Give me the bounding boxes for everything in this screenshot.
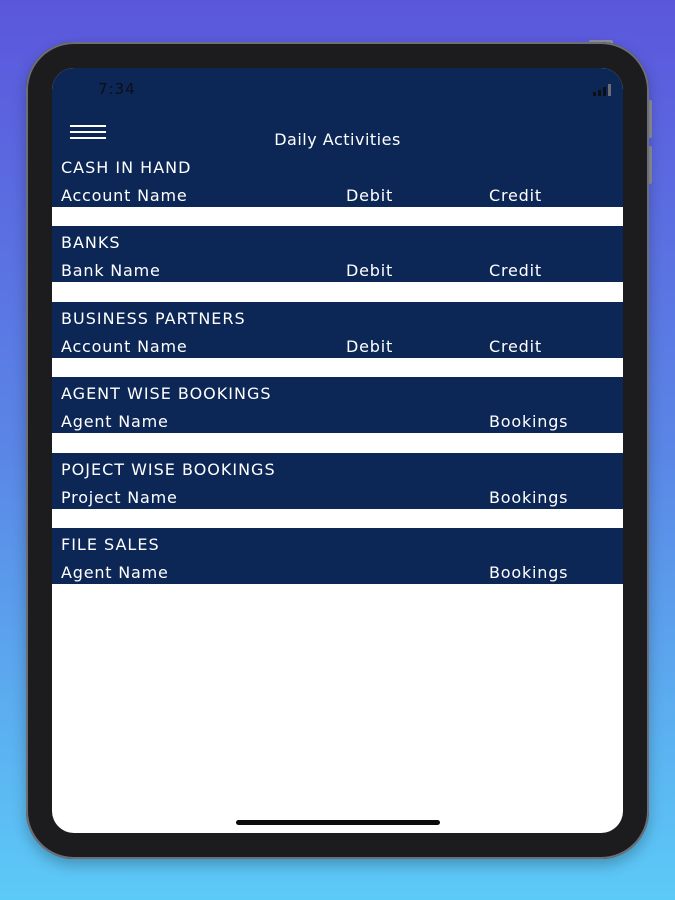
signal-bar bbox=[603, 87, 606, 96]
column-header: Bookings bbox=[489, 488, 569, 507]
section-agent-wise-bookings[interactable] bbox=[52, 377, 623, 433]
signal-bar bbox=[593, 92, 596, 96]
section-business-partners[interactable] bbox=[52, 302, 623, 358]
section-banks[interactable] bbox=[52, 226, 623, 282]
column-header: Credit bbox=[489, 186, 542, 205]
column-header: Account Name bbox=[61, 186, 188, 205]
home-indicator bbox=[236, 820, 440, 825]
column-header: Agent Name bbox=[61, 563, 169, 582]
section-title: POJECT WISE BOOKINGS bbox=[61, 460, 276, 479]
column-header: Bookings bbox=[489, 563, 569, 582]
section-title: BUSINESS PARTNERS bbox=[61, 309, 246, 328]
column-header: Bank Name bbox=[61, 261, 161, 280]
column-header: Agent Name bbox=[61, 412, 169, 431]
column-header: Debit bbox=[346, 337, 394, 356]
column-header: Credit bbox=[489, 337, 542, 356]
column-header: Credit bbox=[489, 261, 542, 280]
section-title: AGENT WISE BOOKINGS bbox=[61, 384, 272, 403]
page-title: Daily Activities bbox=[274, 130, 401, 149]
column-header: Debit bbox=[346, 261, 394, 280]
section-project-wise-bookings[interactable] bbox=[52, 453, 623, 509]
column-header: Bookings bbox=[489, 412, 569, 431]
column-header: Account Name bbox=[61, 337, 188, 356]
section-title: BANKS bbox=[61, 233, 121, 252]
section-title: FILE SALES bbox=[61, 535, 160, 554]
section-file-sales[interactable] bbox=[52, 528, 623, 584]
section-title: CASH IN HAND bbox=[61, 158, 192, 177]
status-time: 7:34 bbox=[98, 80, 136, 98]
column-header: Project Name bbox=[61, 488, 178, 507]
signal-bar bbox=[608, 84, 611, 96]
signal-bar bbox=[598, 90, 601, 96]
column-header: Debit bbox=[346, 186, 394, 205]
screen bbox=[52, 68, 623, 833]
section-cash-in-hand[interactable] bbox=[52, 151, 623, 207]
